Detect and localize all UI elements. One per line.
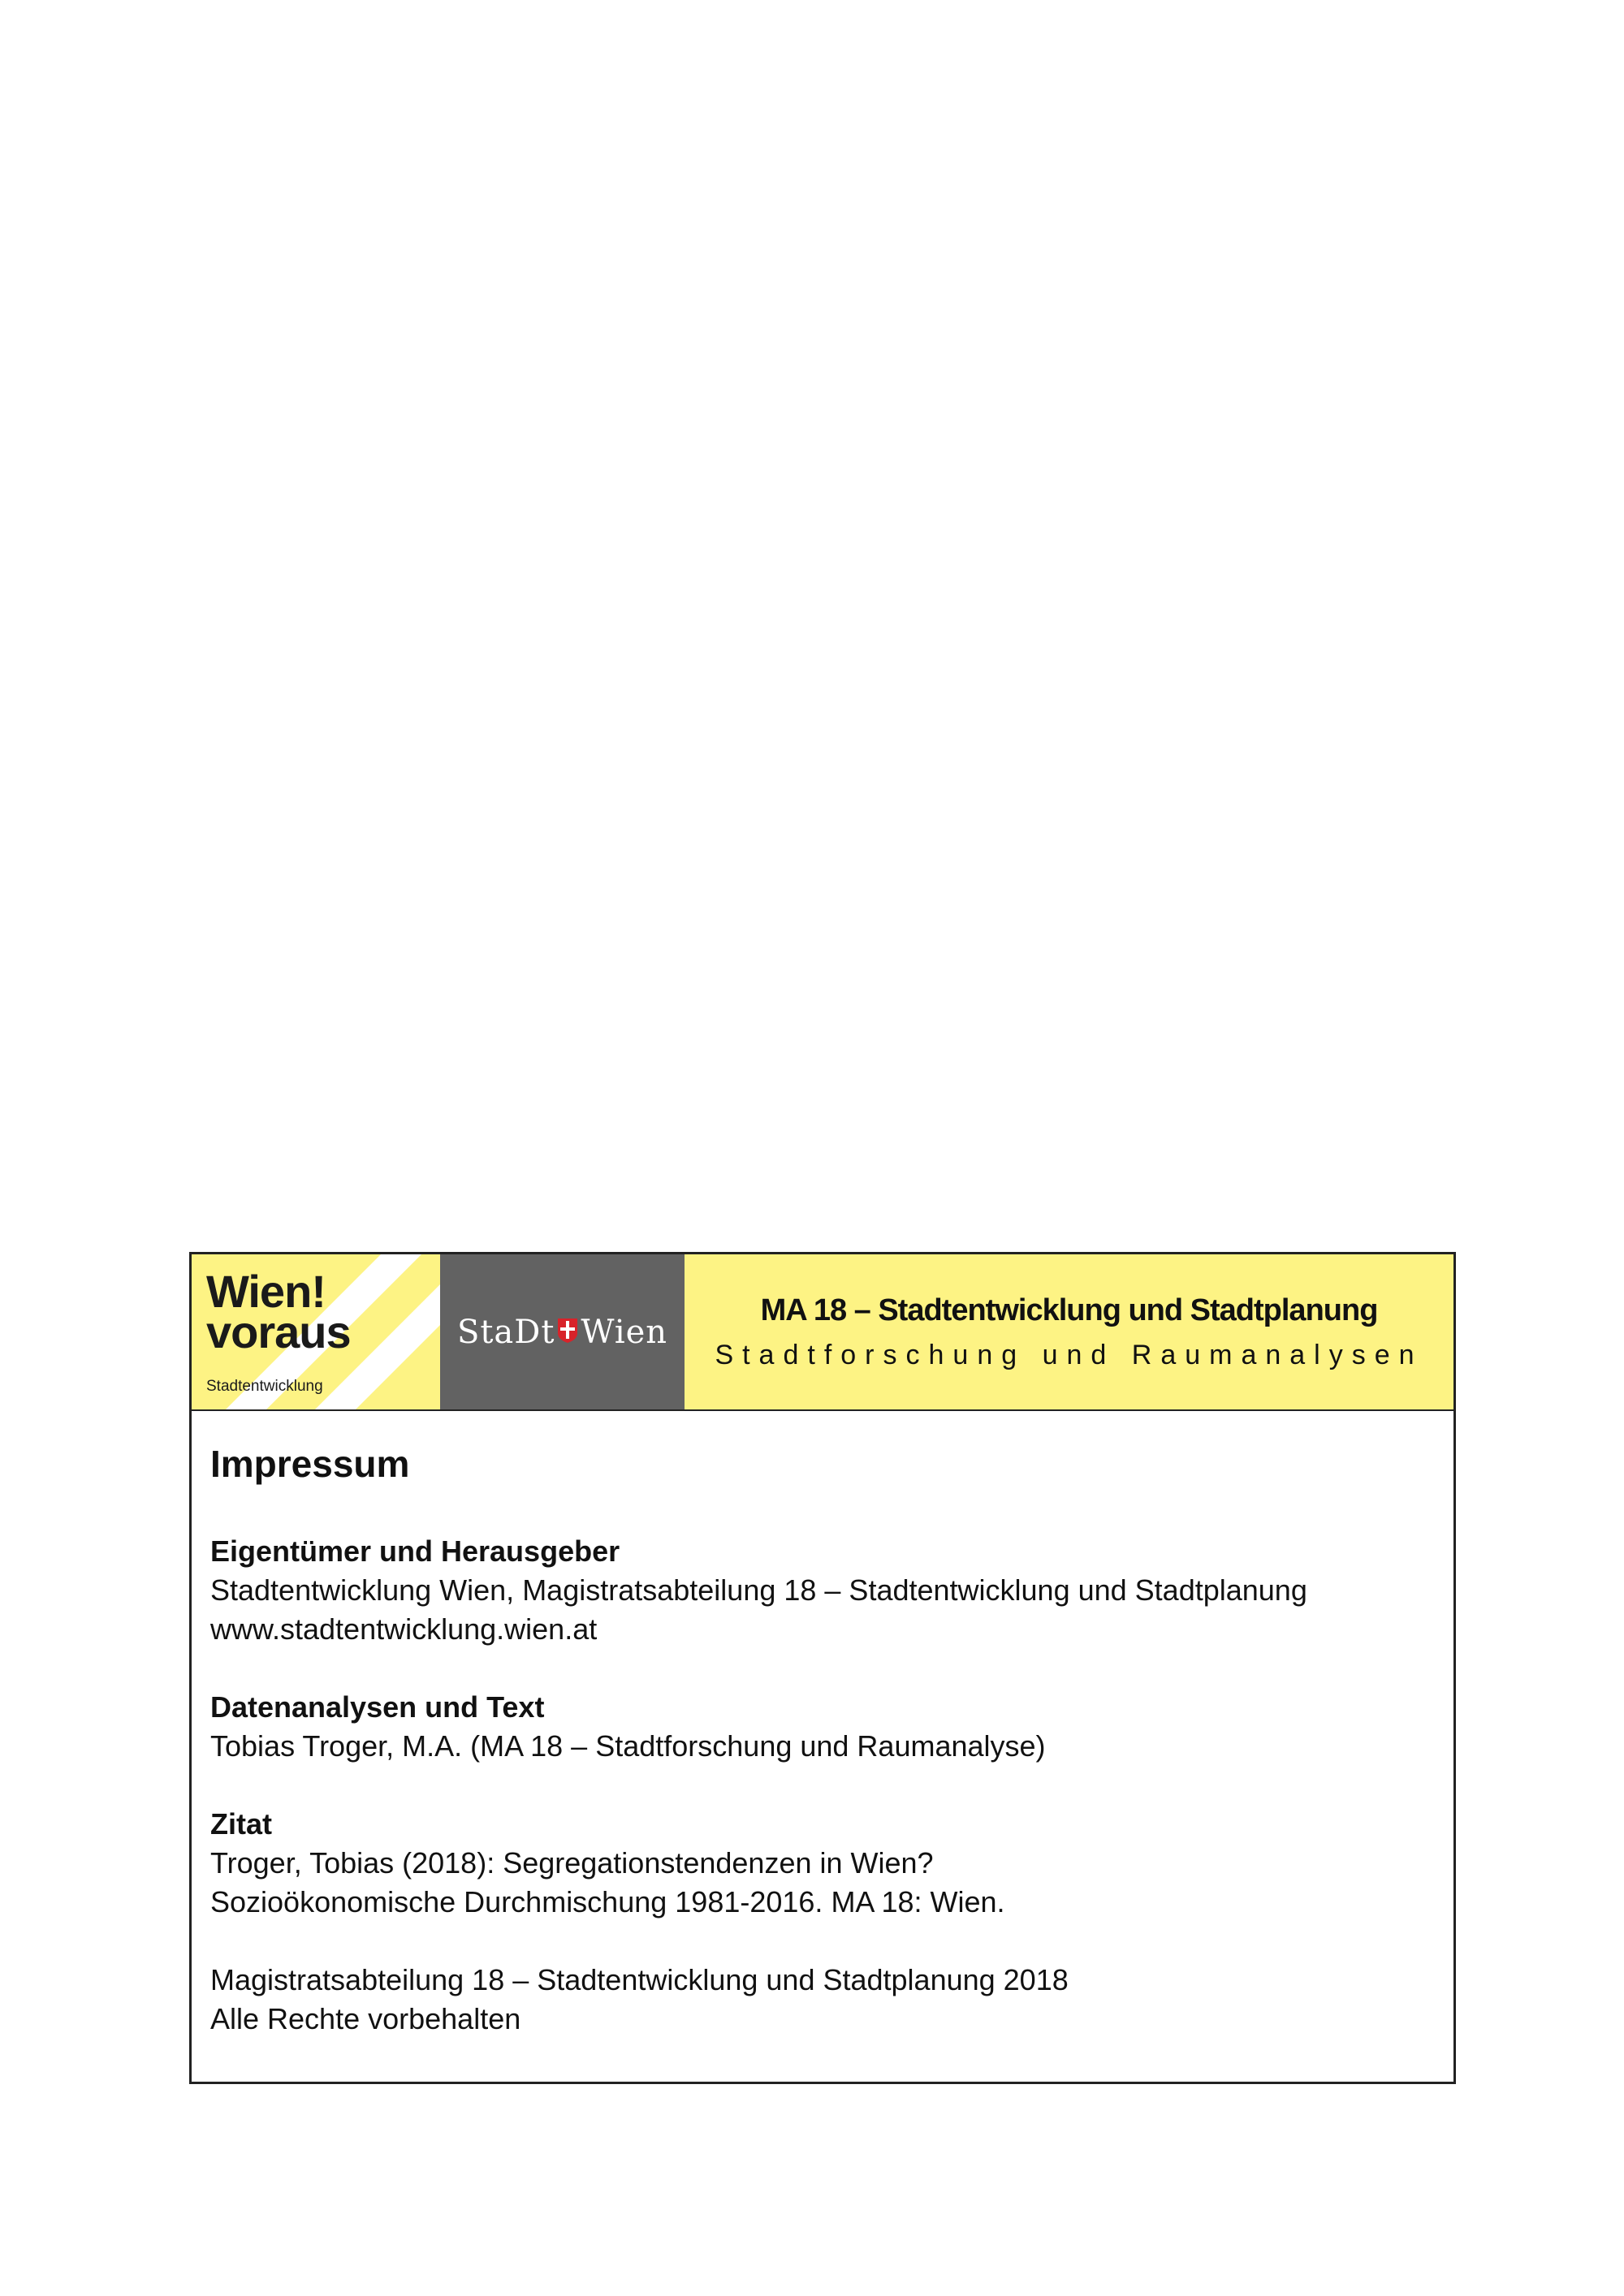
citation-line-1: Troger, Tobias (2018): Segregationstendenzen in Wien? bbox=[210, 1846, 934, 1880]
owner-section bbox=[210, 1532, 1437, 1649]
department-subtitle: Stadtforschung und Raumanalysen bbox=[715, 1339, 1423, 1370]
owner-line: Stadtentwicklung Wien, Magistratsabteilung 18 – Stadtentwicklung und Stadtplanung bbox=[210, 1573, 1307, 1607]
rights-line-1: Magistratsabteilung 18 – Stadtentwicklung und Stadtplanung 2018 bbox=[210, 1963, 1069, 1996]
impressum-box bbox=[189, 1252, 1456, 2084]
department-title: MA 18 – Stadtentwicklung und Stadtplanung bbox=[760, 1293, 1378, 1327]
owner-website-link[interactable]: www.stadtentwicklung.wien.at bbox=[210, 1612, 598, 1646]
stadt-wien-logo bbox=[440, 1254, 685, 1409]
impressum-content bbox=[210, 1441, 1437, 2078]
analysis-author: Tobias Troger, M.A. (MA 18 – Stadtforschung und Raumanalyse) bbox=[210, 1729, 1046, 1763]
logo-wien-text: Wien! bbox=[206, 1266, 326, 1317]
analysis-heading: Datenanalysen und Text bbox=[210, 1690, 545, 1724]
stadt-text: StaDt bbox=[456, 1313, 555, 1351]
impressum-title: Impressum bbox=[210, 1443, 410, 1485]
rights-line-2: Alle Rechte vorbehalten bbox=[210, 2002, 521, 2035]
citation-line-2: Sozioökonomische Durchmischung 1981-2016. MA 18: Wien. bbox=[210, 1885, 1005, 1918]
department-block bbox=[685, 1254, 1453, 1409]
rights-section bbox=[210, 1961, 1437, 2039]
wien-voraus-logo bbox=[192, 1254, 440, 1409]
owner-heading: Eigentümer und Herausgeber bbox=[210, 1534, 620, 1568]
header-banner bbox=[192, 1254, 1453, 1411]
analysis-section bbox=[210, 1688, 1437, 1766]
citation-section bbox=[210, 1805, 1437, 1922]
logo-voraus-text: voraus bbox=[206, 1306, 351, 1357]
citation-heading: Zitat bbox=[210, 1807, 272, 1841]
wien-text: Wien bbox=[581, 1313, 668, 1351]
vienna-crest-icon bbox=[558, 1314, 577, 1351]
logo-sub-text: Stadtentwicklung bbox=[206, 1378, 323, 1395]
